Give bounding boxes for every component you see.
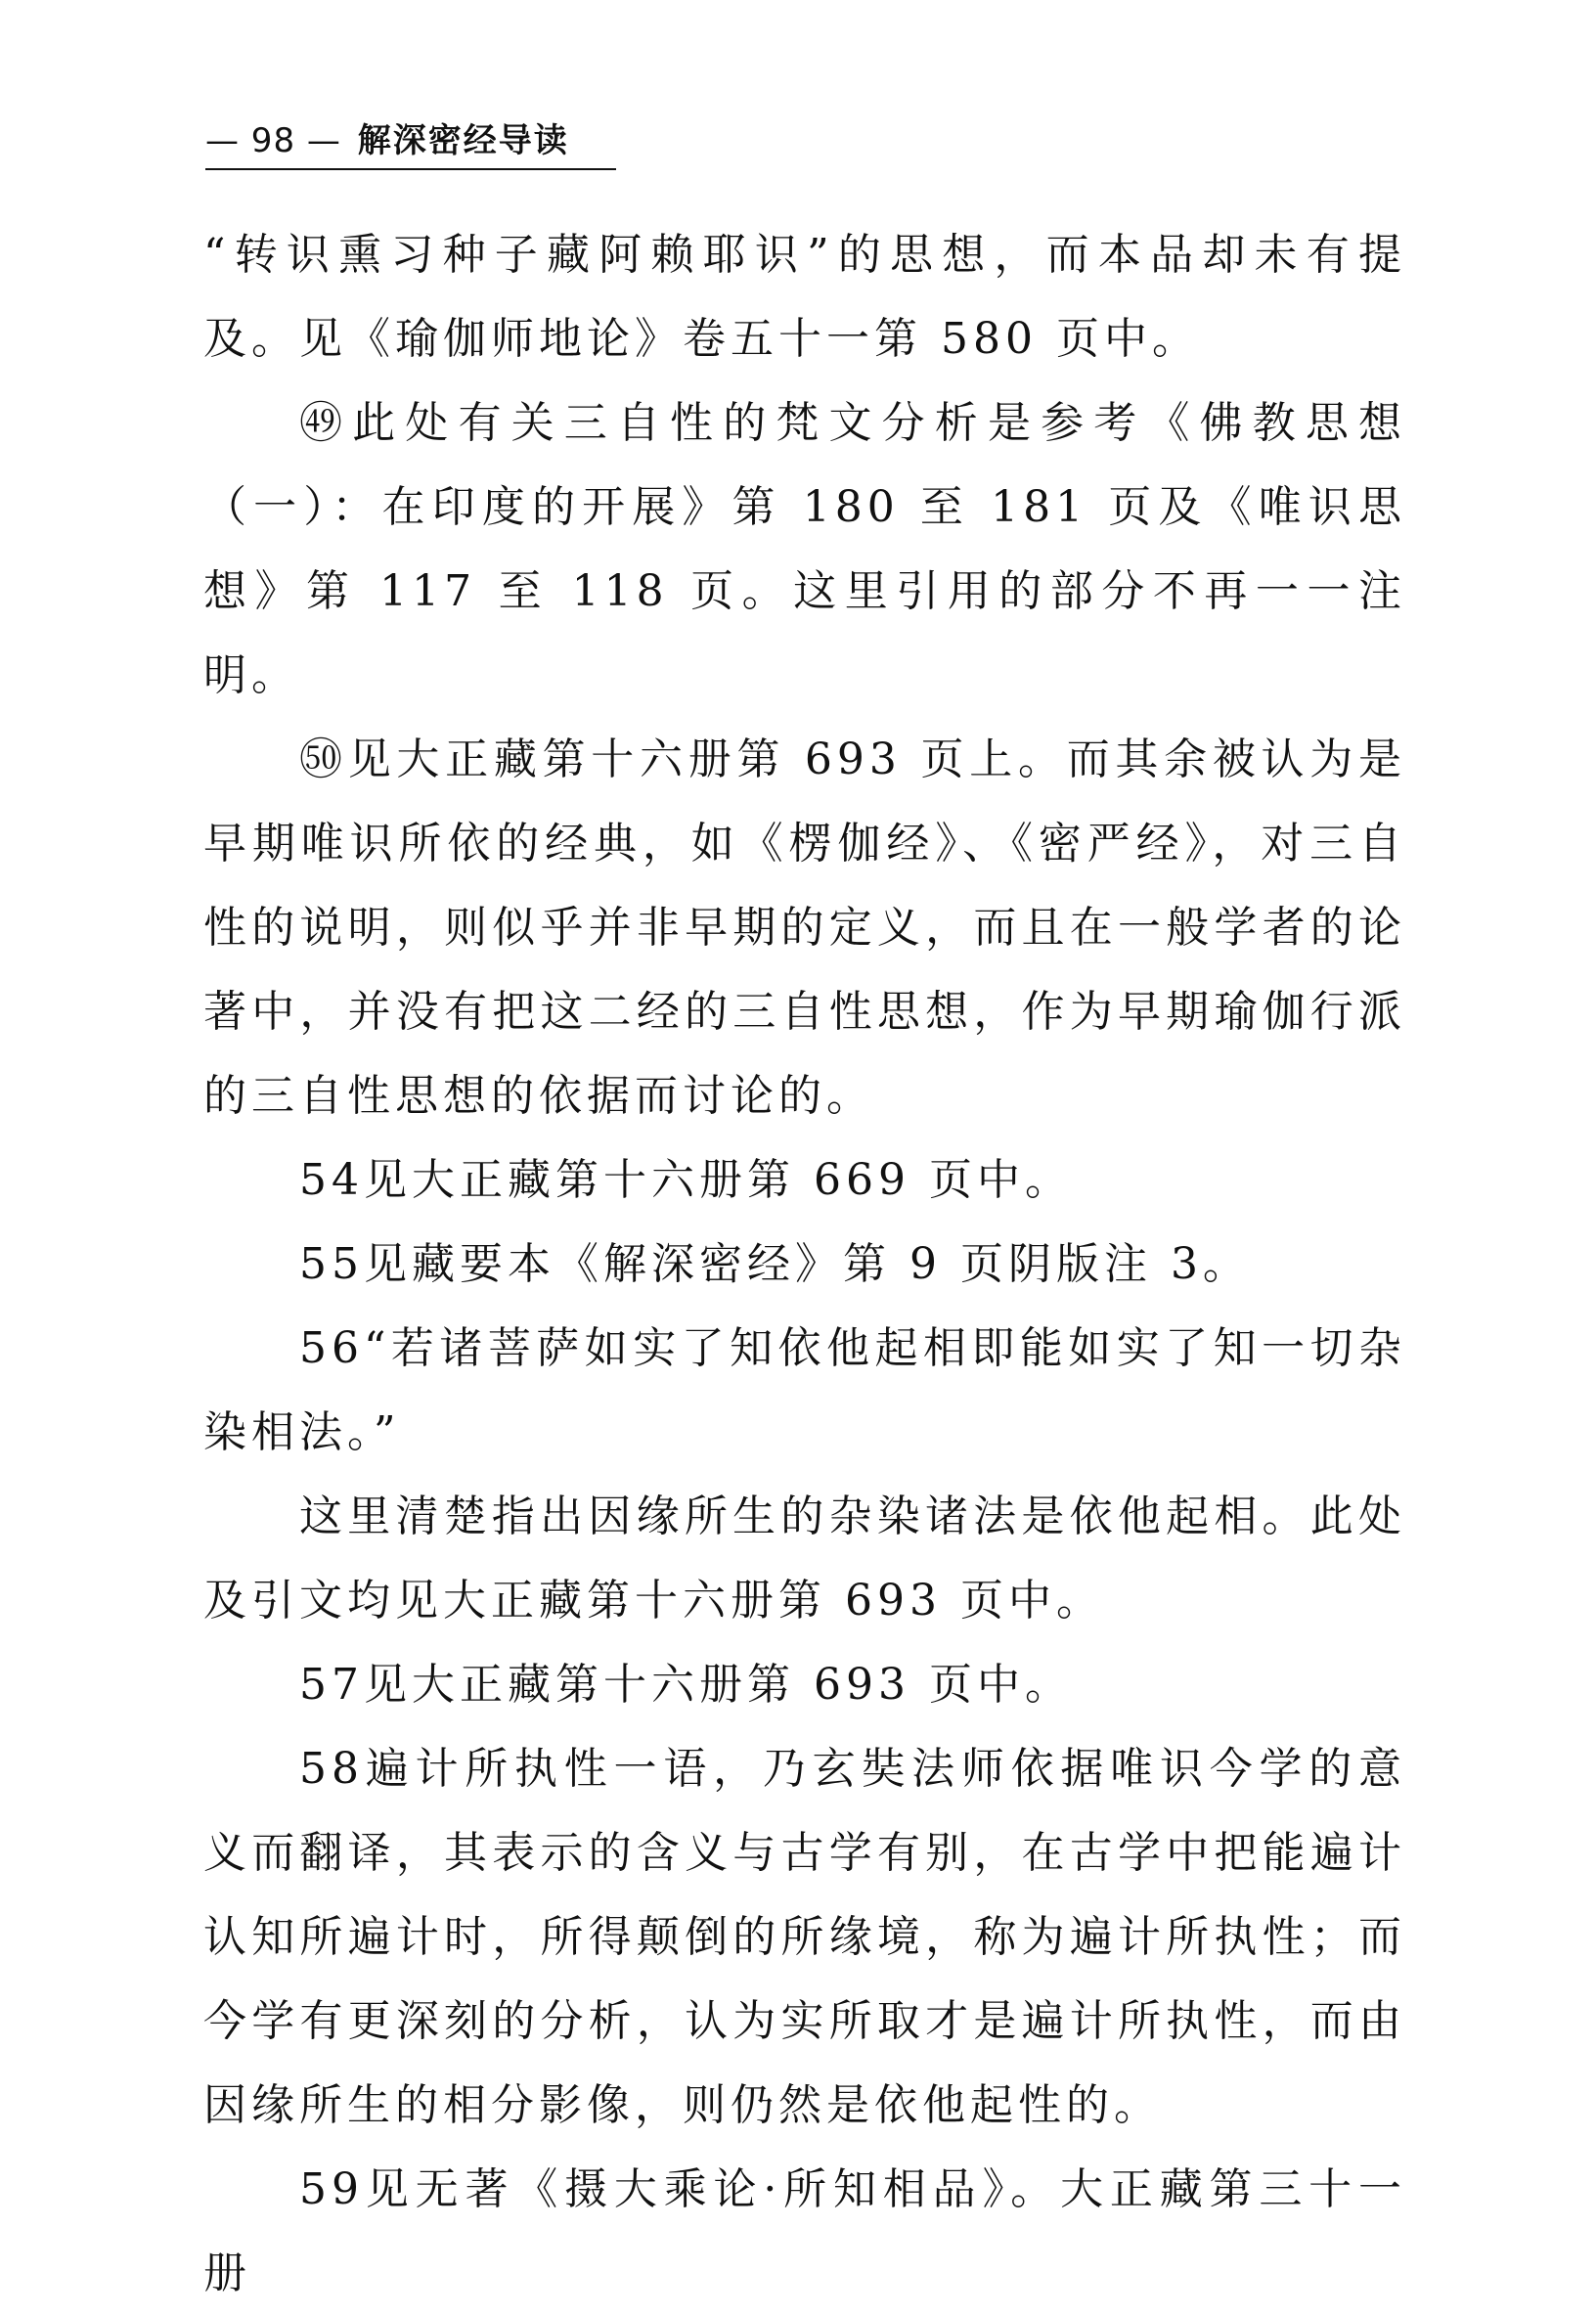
footnote-56: 56“若诸菩萨如实了知依他起相即能如实了知一切杂染相法。” bbox=[203, 1323, 1406, 1457]
paragraph: 这里清楚指出因缘所生的杂染诸法是依他起相。此处及引文均见大正藏第十六册第 693 页中。 bbox=[203, 1492, 1406, 1626]
footnote-54: 54见大正藏第十六册第 669 页中。 bbox=[299, 1155, 1073, 1205]
footnote-57: 57见大正藏第十六册第 693 页中。 bbox=[299, 1660, 1073, 1710]
footnote-58: 58遍计所执性一语，乃玄奘法师依据唯识今学的意义而翻译，其表示的含义与古学有别，在古学中把能遍计认知所遍计时，所得颠倒的所缘境，称为遍计所执性；而今学有更深刻的分析，认为实所取才是遍计所执性，而由因缘所生的相分影像，则仍然是依他起性的。 bbox=[203, 1744, 1406, 2130]
footnote-text-block bbox=[203, 213, 1406, 2316]
running-header bbox=[205, 117, 616, 170]
book-title: 解深密经导读 bbox=[357, 121, 569, 160]
footnote-59: 59见无著《摄大乘论·所知相品》。大正藏第三十一册 bbox=[203, 2164, 1406, 2298]
footnote-53: ㊿见大正藏第十六册第 693 页上。而其余被认为是早期唯识所依的经典，如《楞伽经》、《密严经》，对三自性的说明，则似乎并非早期的定义，而且在一般学者的论著中，并没有把这二经的三自性思想，作为早期瑜伽行派的三自性思想的依据而讨论的。 bbox=[203, 735, 1406, 1121]
footnote-52: ㊾此处有关三自性的梵文分析是参考《佛教思想（一）：在印度的开展》第 180 至 181 页及《唯识思想》第 117 至 118 页。这里引用的部分不再一一注明。 bbox=[203, 398, 1406, 700]
paragraph: “转识熏习种子藏阿赖耶识”的思想，而本品却未有提及。见《瑜伽师地论》卷五十一第 580 页中。 bbox=[203, 230, 1406, 364]
page-number: — 98 — bbox=[205, 121, 341, 160]
footnote-55: 55见藏要本《解深密经》第 9 页阴版注 3。 bbox=[299, 1239, 1251, 1289]
